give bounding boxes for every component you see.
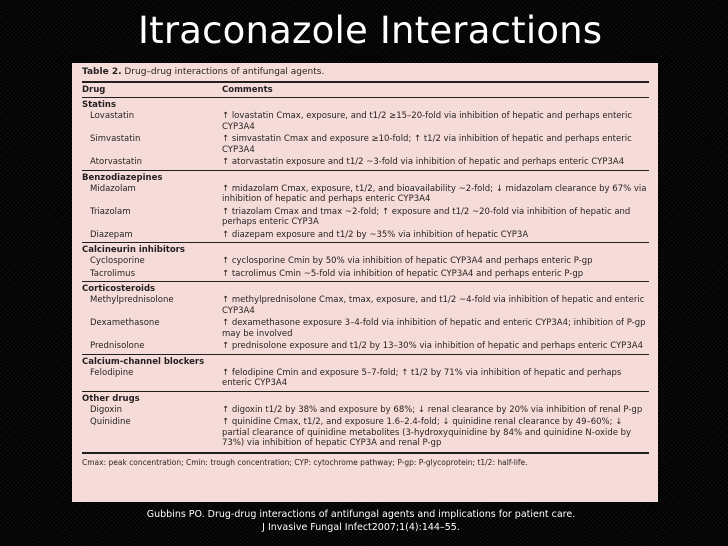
citation-line-2: J Invasive Fungal Infect2007;1(4):144–55. xyxy=(262,522,460,533)
category-divider xyxy=(82,281,649,282)
category-heading: Calcium-channel blockers xyxy=(82,356,205,367)
table-row xyxy=(82,318,649,339)
citation-line-1: Gubbins PO. Drug-drug interactions of antifungal agents and implications for patient care. xyxy=(146,509,576,520)
drug-cell: Lovastatin xyxy=(90,111,135,121)
table-footnote: Cmax: peak concentration; Cmin: trough concentration; CYP: cytochrome pathway; P-gp: P-glycoprotein; t1/2: half-life. xyxy=(82,457,528,467)
comment-cell: ↑ felodipine Cmin and exposure 5–7-fold; ↑ t1/2 by 71% via inhibition of hepatic and perhaps enteric CYP3A4 xyxy=(222,367,622,388)
drug-cell: Diazepam xyxy=(90,229,133,240)
table-body xyxy=(82,100,649,449)
drug-cell: Quinidine xyxy=(90,417,131,427)
category-heading: Benzodiazepines xyxy=(82,172,163,183)
comment-cell: ↑ simvastatin Cmax and exposure ≥10-fold; ↑ t1/2 via inhibition of hepatic and perhaps enteric CYP3A4 xyxy=(222,134,632,155)
comment-cell: ↑ atorvastatin exposure and t1/2 ~3-fold via inhibition of hepatic and perhaps enteric CYP3A4 xyxy=(222,157,625,167)
table-row xyxy=(82,341,649,352)
comment-cell: ↑ dexamethasone exposure 3–4-fold via inhibition of hepatic and enteric CYP3A4; inhibition of P-gp may be involved xyxy=(222,318,646,339)
drug-cell: Triazolam xyxy=(90,206,131,217)
category-divider xyxy=(82,242,649,243)
slide-title: Itraconazole Interactions xyxy=(138,9,603,52)
drug-cell: Simvastatin xyxy=(90,134,141,144)
comment-cell: ↑ methylprednisolone Cmax, tmax, exposure, and t1/2 ~4-fold via inhibition of hepatic and enteric CYP3A4 xyxy=(222,295,645,316)
drug-cell: Dexamethasone xyxy=(90,318,160,328)
drug-cell: Felodipine xyxy=(90,367,134,378)
drug-cell: Atorvastatin xyxy=(90,157,142,167)
table-row xyxy=(82,405,649,416)
table-caption-text: Drug–drug interactions of antifungal agents. xyxy=(124,67,325,77)
header-comments: Comments xyxy=(222,85,273,95)
citation xyxy=(141,508,581,534)
table-row xyxy=(82,111,649,132)
category-divider xyxy=(82,354,649,355)
comment-cell: ↑ tacrolimus Cmin ~5-fold via inhibition of hepatic CYP3A4 and perhaps enteric P-gp xyxy=(222,268,584,279)
table-row xyxy=(82,230,649,241)
table-header-rule xyxy=(82,97,649,98)
drug-cell: Methylprednisolone xyxy=(90,295,174,305)
drug-cell: Midazolam xyxy=(90,183,136,194)
comment-cell: ↑ lovastatin Cmax, exposure, and t1/2 ≥15–20-fold via inhibition of hepatic and perhaps enteric CYP3A4 xyxy=(222,111,633,132)
drug-cell: Tacrolimus xyxy=(90,268,135,279)
comment-cell: ↑ triazolam Cmax and tmax ~2-fold; ↑ exposure and t1/2 ~20-fold via inhibition of hepatic and perhaps enteric CYP3A xyxy=(222,206,631,227)
drug-cell: Prednisolone xyxy=(90,341,145,351)
table-row xyxy=(82,417,649,449)
table-caption xyxy=(82,67,649,78)
table-row xyxy=(82,269,649,280)
table-header-row xyxy=(82,83,649,97)
comment-cell: ↑ digoxin t1/2 by 38% and exposure by 68%; ↓ renal clearance by 20% via inhibition of renal P-gp xyxy=(222,404,643,415)
table-row xyxy=(82,295,649,316)
category-heading: Statins xyxy=(82,100,117,110)
table-row xyxy=(82,184,649,205)
category-divider xyxy=(82,391,649,392)
header-drug: Drug xyxy=(82,85,106,95)
table-row xyxy=(82,134,649,155)
comment-cell: ↑ cyclosporine Cmin by 50% via inhibition of hepatic CYP3A4 and perhaps enteric P-gp xyxy=(222,256,593,266)
interaction-table xyxy=(72,63,658,502)
table-label: Table 2. xyxy=(82,67,122,77)
table-row xyxy=(82,157,649,168)
table-row xyxy=(82,207,649,228)
category-heading: Other drugs xyxy=(82,393,140,404)
table-row xyxy=(82,368,649,389)
comment-cell: ↑ prednisolone exposure and t1/2 by 13–30% via inhibition of hepatic and perhaps enteric CYP3A4 xyxy=(222,341,644,351)
comment-cell: ↑ midazolam Cmax, exposure, t1/2, and bioavailability ~2-fold; ↓ midazolam clearance by 67% via inhibition of hepatic and perhaps enteric CYP3A4 xyxy=(222,183,647,204)
comment-cell: ↑ diazepam exposure and t1/2 by ~35% via inhibition of hepatic CYP3A xyxy=(222,229,529,240)
category-divider xyxy=(82,170,649,171)
drug-cell: Cyclosporine xyxy=(90,256,145,266)
comment-cell: ↑ quinidine Cmax, t1/2, and exposure 1.6–2.4-fold; ↓ quinidine renal clearance by 49–60%; ↓ partial clearance of quinidine metabolites (3-hydroxyquinidine by 84% and quinidine N-oxide by 73%) via inhibition of hepatic CYP3A and renal P-gp xyxy=(222,417,632,448)
table-row xyxy=(82,256,649,267)
category-heading: Corticosteroids xyxy=(82,284,156,294)
drug-cell: Digoxin xyxy=(90,404,123,415)
category-heading: Calcineurin inhibitors xyxy=(82,245,185,255)
